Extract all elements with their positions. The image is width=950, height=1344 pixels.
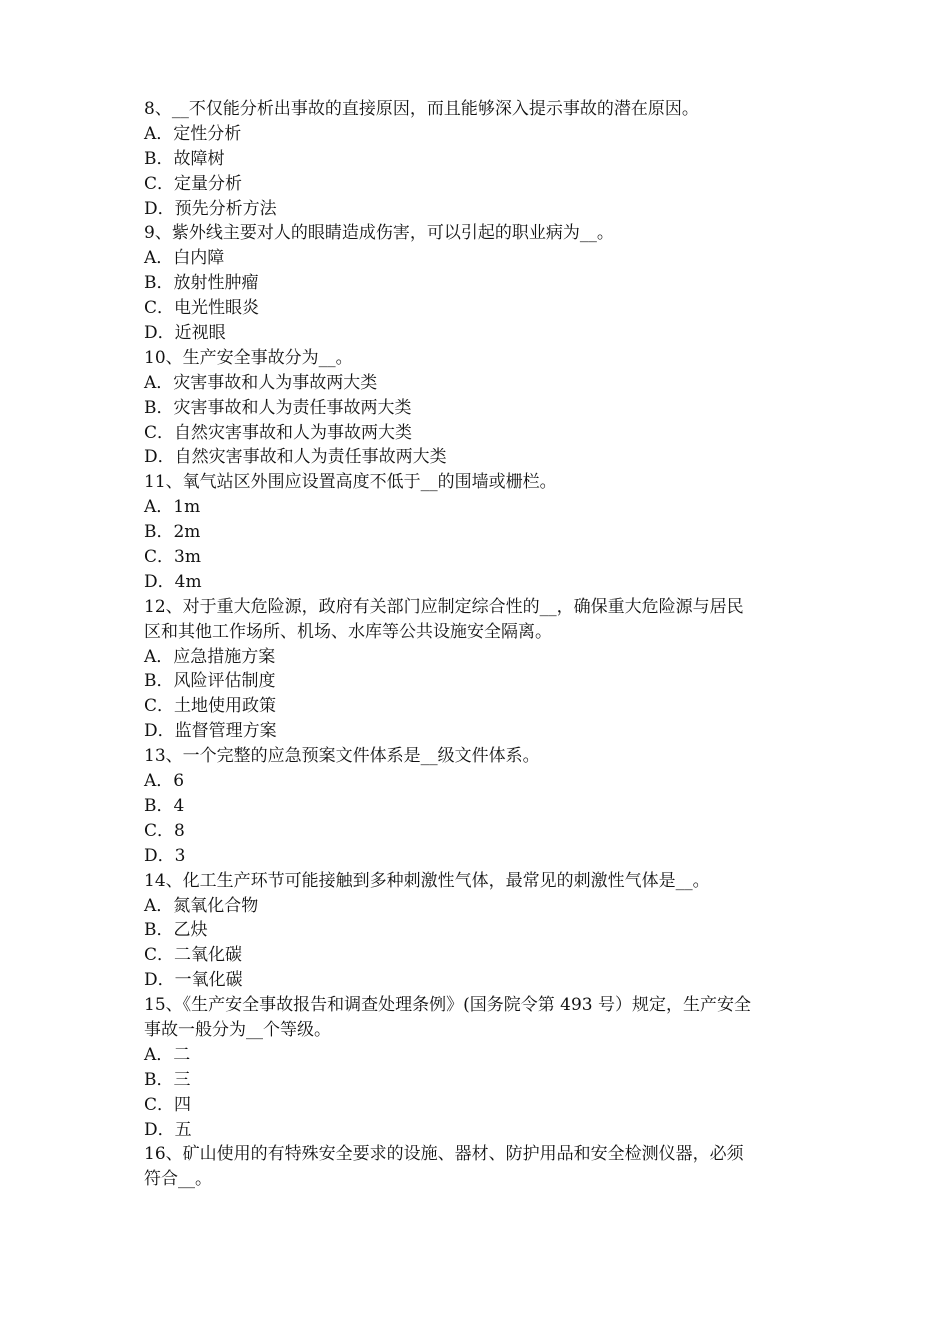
document-body — [144, 97, 824, 1192]
question-12-option-d: D．监督管理方案 — [144, 721, 277, 742]
question-14-option-c: C．二氧化碳 — [144, 945, 243, 966]
question-15-option-c: C．四 — [144, 1094, 192, 1115]
question-14-option-a: A．氮氧化合物 — [144, 895, 259, 916]
question-12-text-line-2: 区和其他工作场所、机场、水库等公共设施安全隔离。 — [144, 621, 552, 642]
question-8-option-b: B．故障树 — [144, 148, 225, 169]
question-8-option-d: D．预先分析方法 — [144, 198, 277, 219]
question-11-text: 11、氧气站区外围应设置高度不低于__的围墙或栅栏。 — [144, 472, 557, 493]
question-15-option-b: B．三 — [144, 1069, 191, 1090]
question-10-option-b: B．灾害事故和人为责任事故两大类 — [144, 397, 412, 418]
question-10-option-d: D．自然灾害事故和人为责任事故两大类 — [144, 447, 447, 468]
question-10-text: 10、生产安全事故分为__。 — [144, 347, 353, 368]
question-11-option-b: B．2m — [144, 522, 201, 543]
question-13-option-c: C．8 — [144, 820, 185, 841]
question-10-option-c: C．自然灾害事故和人为事故两大类 — [144, 422, 413, 443]
question-13-option-b: B．4 — [144, 795, 185, 816]
question-15-option-a: A．二 — [144, 1044, 191, 1065]
question-13-option-d: D．3 — [144, 845, 186, 866]
question-14-text: 14、化工生产环节可能接触到多种刺激性气体，最常见的刺激性气体是__。 — [144, 870, 710, 891]
question-12-option-c: C．土地使用政策 — [144, 696, 277, 717]
question-12-option-a: A．应急措施方案 — [144, 646, 276, 667]
question-15-text-line-1: 15、《生产安全事故报告和调查处理条例》(国务院令第 493 号）规定，生产安全 — [144, 995, 752, 1016]
question-12-text-line-1: 12、对于重大危险源，政府有关部门应制定综合性的__，确保重大危险源与居民 — [144, 596, 744, 617]
question-9-text: 9、紫外线主要对人的眼睛造成伤害，可以引起的职业病为__。 — [144, 223, 614, 244]
question-15-option-d: D．五 — [144, 1119, 192, 1140]
question-9-option-b: B．放射性肿瘤 — [144, 273, 259, 294]
question-16-text-line-1: 16、矿山使用的有特殊安全要求的设施、器材、防护用品和安全检测仪器，必须 — [144, 1144, 744, 1165]
question-16-text-line-2: 符合__。 — [144, 1169, 212, 1190]
question-11-option-d: D．4m — [144, 571, 202, 592]
question-8-text: 8、__不仅能分析出事故的直接原因，而且能够深入提示事故的潜在原因。 — [144, 99, 699, 119]
question-11-option-a: A．1m — [144, 497, 201, 518]
question-11-option-c: C．3m — [144, 547, 201, 568]
question-8-option-c: C．定量分析 — [144, 173, 243, 194]
question-14-option-d: D．一氧化碳 — [144, 970, 243, 991]
question-13-option-a: A．6 — [144, 771, 185, 792]
question-13-text: 13、一个完整的应急预案文件体系是__级文件体系。 — [144, 746, 540, 767]
question-9-option-c: C．电光性眼炎 — [144, 298, 260, 319]
question-10-option-a: A．灾害事故和人为事故两大类 — [144, 372, 378, 393]
question-8-option-a: A．定性分析 — [144, 123, 242, 144]
question-9-option-a: A．白内障 — [144, 248, 225, 269]
question-9-option-d: D．近视眼 — [144, 323, 226, 344]
question-15-text-line-2: 事故一般分为__个等级。 — [144, 1019, 331, 1040]
question-14-option-b: B．乙炔 — [144, 920, 208, 941]
question-12-option-b: B．风险评估制度 — [144, 671, 276, 692]
